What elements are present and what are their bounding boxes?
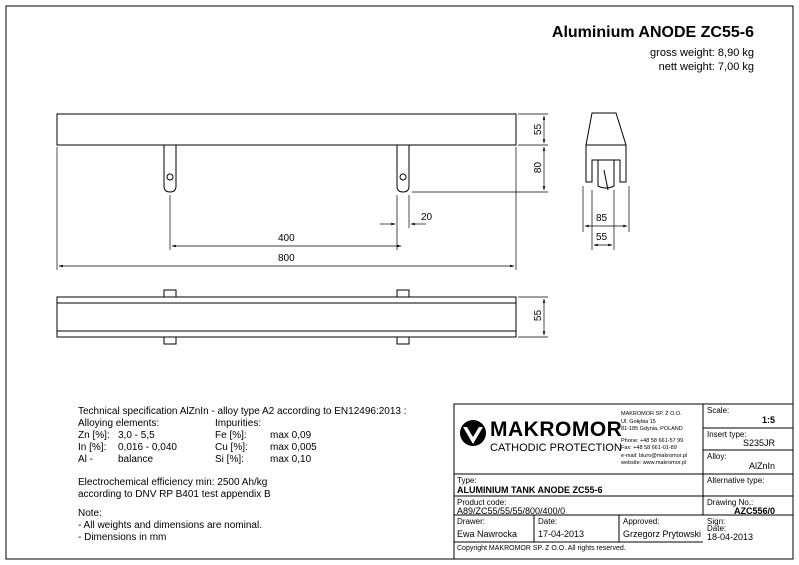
fax: Fax: +48 58 661-01-89 — [621, 445, 677, 451]
side-view — [57, 114, 516, 192]
address-line: 81-185 Gdynia, POLAND — [621, 426, 683, 432]
approved-value: Grzegorz Prytowski — [623, 529, 702, 539]
spec-el: In [%]: — [78, 442, 107, 453]
cross-section-view — [586, 113, 626, 190]
approved-label: Approved: — [623, 517, 660, 526]
efficiency-line-1: Electrochemical efficiency min: 2500 Ah/kg — [78, 477, 268, 488]
spec-heading: Technical specification AlZnIn - alloy type A2 according to EN12496:2013 : — [78, 406, 407, 417]
phone: Phone: +48 58 661-57 99 — [621, 437, 684, 444]
company-name: MAKROMOR — [490, 418, 623, 441]
product-code-value: A89/ZC55/55/55/800/400/0 — [457, 506, 566, 516]
scale-value: 1:5 — [761, 415, 775, 425]
spec-val: 3,0 - 5,5 — [118, 430, 155, 441]
plan-view — [57, 290, 516, 344]
spec-el: Zn [%]: — [78, 430, 110, 441]
drawer-label: Drawer: — [457, 517, 486, 526]
copyright: Copyright MAKROMOR SP. Z O.O. All rights reserved. — [457, 545, 626, 552]
spec-val: 0,016 - 0,040 — [118, 442, 177, 453]
alloy-label: Alloy: — [707, 452, 727, 461]
company-subtitle: CATHODIC PROTECTION — [490, 442, 622, 454]
note-2: - Dimensions in mm — [78, 532, 167, 543]
drawing-title: Aluminium ANODE ZC55-6 — [551, 24, 754, 41]
dim-85: 85 — [596, 213, 608, 224]
side-dimensions — [412, 114, 548, 192]
drawing-no-value: AZC556/0 — [733, 506, 775, 516]
insert-label: Insert type: — [707, 430, 747, 439]
date2-value: 18-04-2013 — [707, 532, 754, 542]
company-address — [621, 411, 687, 468]
spec-el: Al - — [78, 454, 93, 465]
dim-800: 800 — [278, 253, 295, 264]
address-line: Ul. Gołębia 15 — [621, 418, 656, 425]
dim-55-side: 55 — [533, 123, 545, 136]
website: website: www.makromor.pl — [621, 460, 687, 466]
spec-imp: Fe [%]: — [215, 430, 247, 441]
date1-value: 17-04-2013 — [538, 529, 585, 539]
spec-max: max 0,005 — [270, 442, 317, 453]
dim-80-side: 80 — [533, 161, 545, 174]
alt-type-label: Alternative type: — [707, 476, 765, 485]
type-label: Type: — [457, 476, 477, 485]
type-value: ALUMINIUM TANK ANODE ZC55-6 — [457, 485, 603, 495]
spec-val: balance — [118, 454, 154, 465]
dim-55-section: 55 — [596, 232, 608, 243]
length-dimensions — [57, 147, 516, 270]
gross-weight: gross weight: 8,90 kg — [650, 47, 754, 59]
drawer-value: Ewa Nawrocka — [457, 529, 518, 539]
scale-label: Scale: — [707, 406, 730, 415]
sign-label: Sign: — [707, 517, 726, 526]
spec-imp: Cu [%]: — [215, 442, 248, 453]
makromor-logo-icon — [460, 420, 486, 446]
alloying-label: Alloying elements: — [78, 418, 160, 429]
insert-value: S235JR — [742, 438, 775, 448]
efficiency-line-2: according to DNV RP B401 test appendix B — [78, 489, 271, 500]
dim-55-bottom: 55 — [533, 309, 545, 322]
drawing-no-label: Drawing No.: — [707, 498, 754, 507]
dim-20: 20 — [421, 212, 433, 223]
date2-label: Date: — [707, 524, 727, 533]
nett-weight: nett weight: 7,00 kg — [658, 61, 754, 73]
alloy-value: AlZnIn — [748, 461, 775, 471]
spec-max: max 0,09 — [270, 430, 312, 441]
spec-imp: Si [%]: — [215, 454, 244, 465]
impurities-label: Impurities: — [215, 418, 262, 429]
address-line: MAKROMOR SP. Z O.O. — [621, 411, 682, 417]
date1-label: Date: — [538, 517, 558, 526]
note-1: - All weights and dimensions are nominal. — [78, 520, 262, 531]
email: e-mail: biuro@makromor.pl — [621, 452, 688, 459]
note-heading: Note: — [78, 508, 102, 519]
product-code-label: Product code: — [457, 498, 507, 507]
spec-max: max 0,10 — [270, 454, 312, 465]
dim-400: 400 — [278, 233, 295, 244]
